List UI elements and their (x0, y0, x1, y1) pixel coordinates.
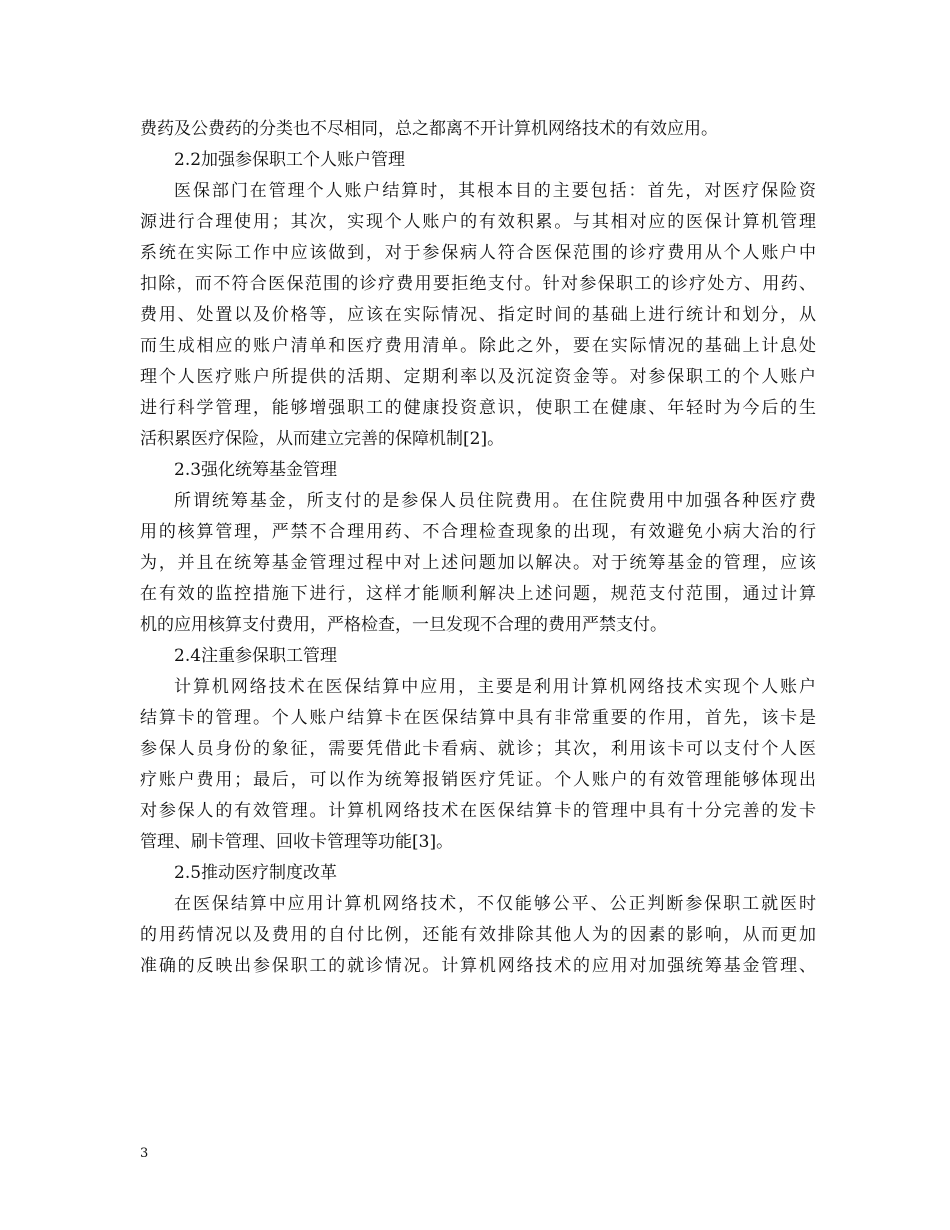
text-line: 源进行合理使用；其次，实现个人账户的有效积累。与其相对应的医保计算机管理 (140, 212, 816, 232)
text-line: 费用、处置以及价格等，应该在实际情况、指定时间的基础上进行统计和划分，从 (140, 305, 816, 325)
section-heading: 2.2加强参保职工个人账户管理 (174, 150, 406, 170)
section-heading: 2.5推动医疗制度改革 (174, 863, 338, 883)
text-line: 的用药情况以及费用的自付比例，还能有效排除其他人为的因素的影响，从而更加 (140, 925, 816, 945)
document-body (140, 114, 816, 982)
section-heading: 2.3强化统筹基金管理 (174, 460, 338, 480)
text-line: 扣除，而不符合医保范围的诊疗费用要拒绝支付。针对参保职工的诊疗处方、用药、 (140, 274, 816, 294)
text-line: 参保人员身份的象征，需要凭借此卡看病、就诊；其次，利用该卡可以支付个人医 (140, 739, 816, 759)
text-line: 所谓统筹基金，所支付的是参保人员住院费用。在住院费用中加强各种医疗费 (174, 491, 816, 511)
text-line: 为，并且在统筹基金管理过程中对上述问题加以解决。对于统筹基金的管理，应该 (140, 553, 816, 573)
text-line: 计算机网络技术在医保结算中应用，主要是利用计算机网络技术实现个人账户 (174, 677, 816, 697)
text-line: 机的应用核算支付费用，严格检查，一旦发现不合理的费用严禁支付。 (140, 615, 667, 635)
text-line: 活积累医疗保险，从而建立完善的保障机制[2]。 (140, 429, 505, 449)
text-line: 管理、刷卡管理、回收卡管理等功能[3]。 (140, 832, 454, 852)
text-line: 用的核算管理，严禁不合理用药、不合理检查现象的出现，有效避免小病大治的行 (140, 522, 816, 542)
page-number: 3 (140, 1146, 149, 1161)
text-line: 费药及公费药的分类也不尽相同，总之都离不开计算机网络技术的有效应用。 (140, 119, 718, 139)
text-line: 在有效的监控措施下进行，这样才能顺利解决上述问题，规范支付范围，通过计算 (140, 584, 816, 604)
text-line: 而生成相应的账户清单和医疗费用清单。除此之外，要在实际情况的基础上计息处 (140, 336, 816, 356)
text-line: 理个人医疗账户所提供的活期、定期利率以及沉淀资金等。对参保职工的个人账户 (140, 367, 816, 387)
text-line: 疗账户费用；最后，可以作为统筹报销医疗凭证。个人账户的有效管理能够体现出 (140, 770, 816, 790)
section-heading: 2.4注重参保职工管理 (174, 646, 338, 666)
text-line: 在医保结算中应用计算机网络技术，不仅能够公平、公正判断参保职工就医时 (174, 894, 816, 914)
text-line: 准确的反映出参保职工的就诊情况。计算机网络技术的应用对加强统筹基金管理、 (140, 956, 816, 976)
text-line: 对参保人的有效管理。计算机网络技术在医保结算卡的管理中具有十分完善的发卡 (140, 801, 816, 821)
text-line: 医保部门在管理个人账户结算时，其根本目的主要包括：首先，对医疗保险资 (174, 181, 816, 201)
text-line: 进行科学管理，能够增强职工的健康投资意识，使职工在健康、年轻时为今后的生 (140, 398, 816, 418)
text-line: 系统在实际工作中应该做到，对于参保病人符合医保范围的诊疗费用从个人账户中 (140, 243, 816, 263)
text-line: 结算卡的管理。个人账户结算卡在医保结算中具有非常重要的作用，首先，该卡是 (140, 708, 816, 728)
